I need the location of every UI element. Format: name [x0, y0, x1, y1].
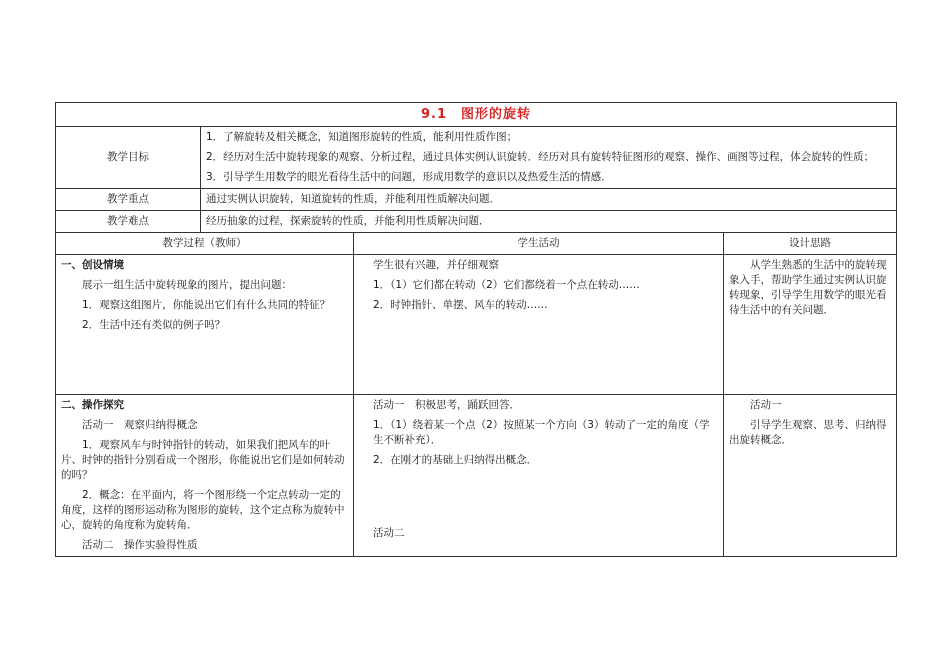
student-text: 2．时钟指针、单摆、风车的转动…… — [373, 299, 548, 311]
student-text: 活动二 — [373, 527, 405, 539]
difficulty-label: 教学难点 — [56, 211, 201, 233]
title-row — [56, 103, 897, 127]
teacher-text: 1．观察风车与时钟指针的转动，如果我们把风车的叶片、时钟的指针分别看成一个图形，你能说出它们是如何转动的吗？ — [61, 439, 345, 481]
section1-heading: 一、创设情境 — [61, 259, 124, 271]
section1-design — [724, 255, 897, 395]
teacher-text: 1．观察这组图片，你能说出它们有什么共同的特征？ — [82, 299, 331, 311]
teacher-text: 2．生活中还有类似的例子吗？ — [82, 319, 226, 331]
difficulty-text: 经历抽象的过程，探索旋转的性质，并能利用性质解决问题． — [201, 211, 897, 233]
key-point-label: 教学重点 — [56, 189, 201, 211]
design-text: 引导学生观察、思考、归纳得出旋转概念． — [729, 419, 887, 446]
lesson-plan-table — [55, 102, 897, 557]
section1-student — [354, 255, 724, 395]
section2-row — [56, 395, 897, 557]
design-text: 活动一 — [750, 399, 782, 411]
student-text: 2．在刚才的基础上归纳得出概念． — [373, 454, 538, 466]
objectives-label: 教学目标 — [56, 127, 201, 189]
objectives-content — [201, 127, 897, 189]
objective-item: 2．经历对生活中旋转现象的观察、分析过程，通过具体实例认识旋转．经历对具有旋转特征图形的观察、操作、画图等过程，体会旋转的性质； — [206, 151, 875, 163]
section2-heading: 二、操作探究 — [61, 399, 124, 411]
student-text: 1．（1）它们都在转动（2）它们都绕着一个点在转动…… — [373, 279, 640, 291]
teacher-text: 活动一 观察归纳得概念 — [82, 419, 198, 431]
objective-item: 3．引导学生用数学的眼光看待生活中的问题，形成用数学的意识以及热爱生活的情感． — [206, 171, 612, 183]
teacher-text: 展示一组生活中旋转现象的图片，提出问题： — [82, 279, 292, 291]
student-column-header: 学生活动 — [354, 233, 724, 255]
design-text: 从学生熟悉的生活中的旋转现象入手，帮助学生通过实例认识旋转现象，引导学生用数学的眼光看待生活中的有关问题． — [729, 259, 887, 316]
teacher-column-header: 教学过程（教师） — [56, 233, 354, 255]
objectives-row — [56, 127, 897, 189]
section2-student — [354, 395, 724, 557]
student-text: 学生很有兴趣，并仔细观察 — [373, 259, 499, 271]
objective-item: 1．了解旋转及相关概念，知道图形旋转的性质，能利用性质作图； — [206, 131, 518, 143]
key-point-text: 通过实例认识旋转，知道旋转的性质，并能利用性质解决问题． — [201, 189, 897, 211]
section1-teacher — [56, 255, 354, 395]
student-text: 1．（1）绕着某一个点（2）按照某一个方向（3）转动了一定的角度（学生不断补充）． — [373, 419, 710, 446]
column-header-row — [56, 233, 897, 255]
document-title: 9.1 图形的旋转 — [56, 103, 897, 127]
teacher-text: 活动二 操作实验得性质 — [82, 539, 198, 551]
key-point-row — [56, 189, 897, 211]
teacher-text: 2．概念：在平面内，将一个图形绕一个定点转动一定的角度，这样的图形运动称为图形的旋转，这个定点称为旋转中心，旋转的角度称为旋转角． — [61, 489, 345, 531]
difficulty-row — [56, 211, 897, 233]
student-text: 活动一 积极思考，踊跃回答． — [373, 399, 520, 411]
section1-row — [56, 255, 897, 395]
section2-design — [724, 395, 897, 557]
section2-teacher — [56, 395, 354, 557]
design-column-header: 设计思路 — [724, 233, 897, 255]
